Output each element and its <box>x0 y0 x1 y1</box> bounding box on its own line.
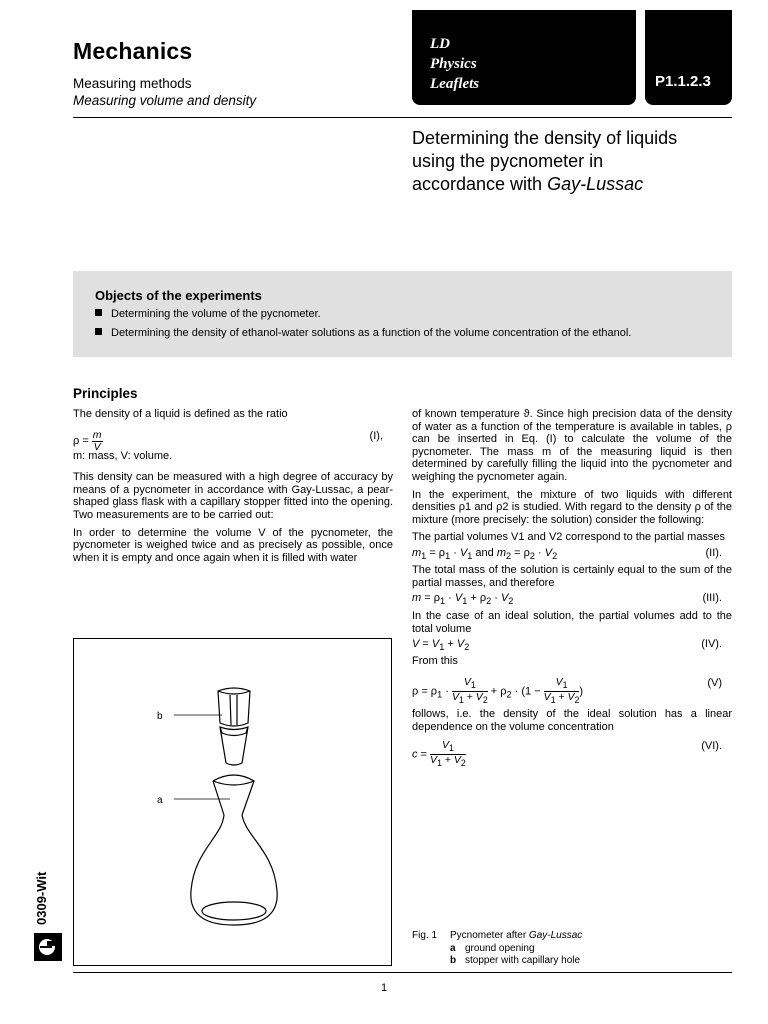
equation-number: (VI). <box>701 740 722 753</box>
principles-heading: Principles <box>73 386 138 401</box>
header-rule <box>73 117 732 118</box>
legend-key: b <box>450 955 457 966</box>
subtopic: Measuring methods <box>73 76 192 91</box>
principles-left-column <box>73 408 393 569</box>
footer-rule <box>73 972 732 973</box>
leaflet-code-box <box>645 10 732 105</box>
pycnometer-drawing <box>74 639 391 965</box>
paragraph: The density of a liquid is defined as the ratio <box>73 408 288 420</box>
caption-name: Gay-Lussac <box>528 930 583 941</box>
objects-item <box>95 327 631 339</box>
bullet-icon <box>95 309 102 316</box>
equation-5: $\rho = \rho_1$ · $\frac{V_1}{V_1 + V_2}$ + $\rho_2 \cdot (1$ − $\frac{V_1}{V_1 + V_2}$ ) (V) <box>412 675 722 706</box>
legend-b: stopper with capillary hole <box>465 955 581 966</box>
paragraph: The total mass of the solution is certainly equal to the sum of the partial masses, and therefore <box>412 563 732 589</box>
figure-caption <box>412 930 732 968</box>
legend: m: mass, V: volume. <box>73 449 173 462</box>
objects-item <box>95 308 321 320</box>
paragraph: The partial volumes V1 and V2 correspond to the partial masses <box>412 531 726 544</box>
figure-box <box>73 638 392 966</box>
paragraph: This density can be measured with a high degree of accuracy by means of a pycnometer in accordance with Gay-Lussac, a pear-shaped glass flask with a capillary stopper fitted into the opening. Two measurements are to be carried out: <box>73 471 393 521</box>
principles-right-column <box>412 408 732 769</box>
label-b: b <box>157 711 163 722</box>
equation-1: ρ = $\frac{m}{V}$ (I), <box>73 428 383 453</box>
equation-4: $V = V_1 + V_2$ (IV). <box>412 638 722 653</box>
paragraph: follows, i.e. the density of the ideal solution has a linear dependence on the volume concentration <box>412 707 732 733</box>
experiment-title <box>412 127 732 196</box>
page-number: 1 <box>380 982 388 994</box>
objects-box <box>73 271 732 357</box>
title-line-1: Determining the density of liquids <box>412 128 678 148</box>
paragraph: From this <box>412 655 458 668</box>
caption-number: Fig. 1 <box>412 930 438 941</box>
paragraph: In order to determine the volume V of the pycnometer, the pycnometer is weighed twice and as precisely as possible, once when it is empty and once again when it is filled with water <box>73 526 393 564</box>
leybold-logo-icon <box>34 933 62 961</box>
equation-2: $m_1 = \rho_1 \cdot V_1$ and $m_2 = \rho_2 \cdot V_2$ (II). <box>412 546 722 562</box>
topic-title: Mechanics <box>73 38 193 64</box>
equation-number: (III). <box>702 592 722 605</box>
equation-number: (I), <box>369 429 383 442</box>
objects-item-text: Determining the density of ethanol-water solutions as a function of the volume concentration of the ethanol. <box>111 327 632 339</box>
series-line-1: LD <box>430 36 450 52</box>
equation-number: (II). <box>705 546 722 559</box>
paragraph: of known temperature ϑ. Since high precision data of the density of water as a function of the temperature is available in tables, ρ can be inserted in Eq. (I) to calculate the volume of the pycnometer. The mass m of the measuring liquid is then determined by carefully filling the liquid into the pycnometer and weighing the pycnometer again. <box>412 408 732 483</box>
legend-key: a <box>450 942 456 954</box>
objects-item-text: Determining the volume of the pycnometer. <box>111 308 321 320</box>
paragraph: In the experiment, the mixture of two liquids with different densities ρ1 and ρ2 is studied. With regard to the density ρ of the mixture (more precisely: the solution) consider the following: <box>412 488 732 526</box>
objects-heading: Objects of the experiments <box>95 288 262 303</box>
bullet-icon <box>95 328 102 335</box>
equation-3: $m = \rho_1 \cdot V_1 + \rho_2 \cdot V_2$ (III). <box>412 592 722 607</box>
ld-physics-leaflets-box <box>412 10 636 105</box>
subsubtopic: Measuring volume and density <box>73 93 257 108</box>
series-line-3: Leaflets <box>430 76 480 92</box>
legend-a: ground opening <box>465 942 535 954</box>
series-line-2: Physics <box>430 56 477 72</box>
leaflet-code: P1.1.2.3 <box>655 73 711 90</box>
title-name: Gay-Lussac <box>547 174 644 194</box>
equation-number: (IV). <box>701 638 722 651</box>
margin-code-text: 0309-Wit <box>34 871 49 925</box>
caption-text: Pycnometer after <box>450 930 529 941</box>
title-line-3: accordance with <box>412 174 548 194</box>
equation-number: (V) <box>707 676 722 689</box>
paragraph: In the case of an ideal solution, the partial volumes add to the total volume <box>412 610 732 635</box>
label-a: a <box>157 795 163 806</box>
title-line-2: using the pycnometer in <box>412 151 604 171</box>
equation-6: c = $\frac{V_1}{V_1 + V_2}$ (VI). <box>412 739 722 769</box>
